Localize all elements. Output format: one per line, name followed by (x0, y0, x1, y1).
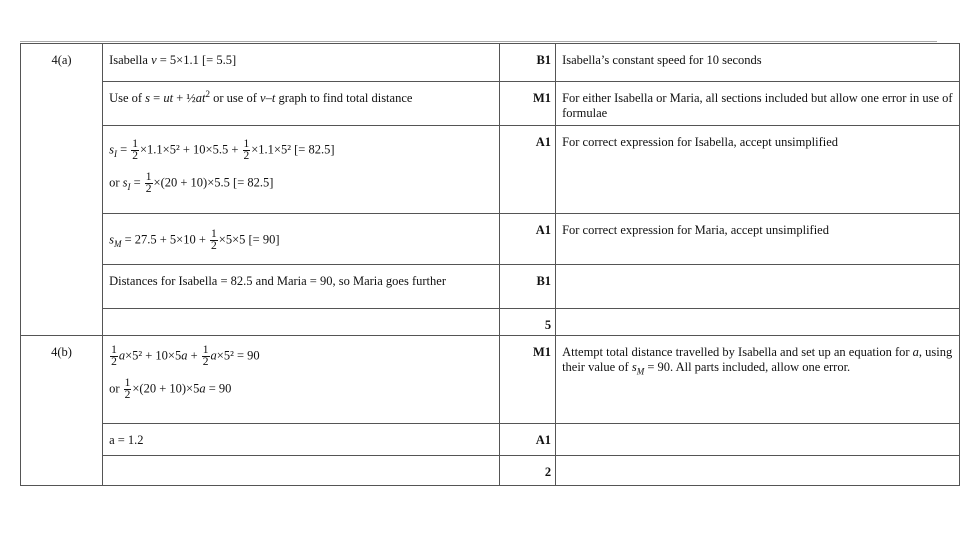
working-cell: Distances for Isabella = 82.5 and Maria = 90, so Maria goes further (103, 265, 500, 309)
mark-code: M1 (499, 82, 555, 126)
mark-total: 2 (499, 456, 555, 486)
working-cell: a = 1.2 (103, 424, 500, 456)
table-row (21, 424, 960, 456)
table-row (21, 214, 960, 265)
guidance-cell: Isabella’s constant speed for 10 seconds (556, 44, 960, 82)
question-number: 4(a) (21, 44, 103, 336)
mark-code: B1 (499, 44, 555, 82)
guidance-cell: For correct expression for Isabella, accept unsimplified (556, 126, 960, 214)
mark-total: 5 (499, 309, 555, 336)
table-row (21, 456, 960, 486)
guidance-cell: For either Isabella or Maria, all sections included but allow one error in use of formulae (556, 82, 960, 126)
page-top-rule (20, 41, 937, 42)
mark-scheme-table (20, 43, 960, 486)
mark-code: B1 (499, 265, 555, 309)
guidance-cell (556, 424, 960, 456)
working-cell: $s_M = 27.5 + 5\times 10$ + $\frac{1}{2}$ ×5×5 [= 90] (103, 214, 500, 265)
guidance-cell: For correct expression for Maria, accept unsimplified (556, 214, 960, 265)
mark-code: A1 (499, 126, 555, 214)
working-cell: $s_I$ = $\frac{1}{2}$ ×1.1×5² + 10×5.5 + $\frac{1}{2}$ ×1.1×5² [= 82.5] or $s_I$ = $\frac{1}{2}$ ×(20 + 10)×5.5 [= 82.5] (103, 126, 500, 214)
working-cell: $\frac{1}{2}$ a×5² + 10×5a + $\frac{1}{2}$ a×5² = 90 or $\frac{1}{2}$ ×(20 + 10)×5a = 90 (103, 336, 500, 424)
table-row (21, 309, 960, 336)
mark-code: A1 (499, 424, 555, 456)
mark-code: M1 (499, 336, 555, 424)
working-cell (103, 456, 500, 486)
question-number: 4(b) (21, 336, 103, 486)
guidance-cell: Attempt total distance travelled by Isabella and set up an equation for a, using their value of $s_M = 90$. All parts included, allow one error. (556, 336, 960, 424)
table-row (21, 82, 960, 126)
table-row (21, 265, 960, 309)
guidance-cell (556, 265, 960, 309)
working-cell: Use of s = ut + $\frac{1}{2}at^2$ or use of v–t graph to find total distance (103, 82, 500, 126)
table-row (21, 336, 960, 424)
mark-code: A1 (499, 214, 555, 265)
guidance-cell (556, 456, 960, 486)
guidance-cell (556, 309, 960, 336)
table-row (21, 126, 960, 214)
working-cell (103, 309, 500, 336)
table-row (21, 44, 960, 82)
working-cell: Isabella v = 5×1.1 [= 5.5] (103, 44, 500, 82)
